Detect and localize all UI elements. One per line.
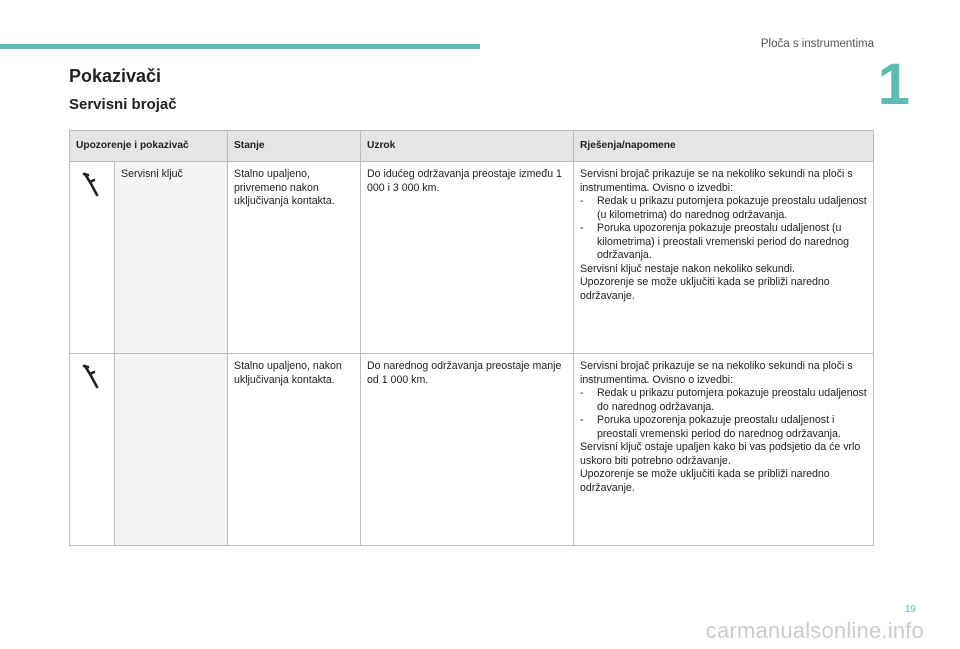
notes-outro: Upozorenje se može uključiti kada se približi naredno održavanje. xyxy=(580,276,830,302)
indicator-table xyxy=(69,130,874,546)
notes-cell xyxy=(574,162,874,354)
page-subtitle: Servisni brojač xyxy=(69,96,177,113)
notes-intro: Servisni brojač prikazuje se na nekoliko sekundi na ploči s instrumentima. Ovisno o izvedbi: xyxy=(580,360,853,386)
state-cell: Stalno upaljeno, nakon uključivanja kontakta. xyxy=(228,354,361,546)
watermark: carmanualsonline.info xyxy=(705,618,924,643)
wrench-icon xyxy=(76,172,108,198)
notes-intro: Servisni brojač prikazuje se na nekoliko sekundi na ploči s instrumentima. Ovisno o izvedbi: xyxy=(580,168,853,194)
page-title: Pokazivači xyxy=(69,66,162,86)
notes-bullet: - Poruka upozorenja pokazuje preostalu udaljenost i preostali vremenski period do narednog održavanja. xyxy=(580,414,841,440)
table-header-row xyxy=(70,131,874,162)
chapter-number: 1 xyxy=(877,52,910,117)
indicator-icon-cell xyxy=(70,162,115,354)
cause-cell: Do narednog održavanja preostaje manje od 1 000 km. xyxy=(361,354,574,546)
notes-bullet: - Redak u prikazu putomjera pokazuje preostalu udaljenost do narednog održavanja. xyxy=(580,387,867,413)
table-row xyxy=(70,162,874,354)
header-accent-bar xyxy=(0,44,480,49)
notes-outro: Upozorenje se može uključiti kada se približi naredno održavanje. xyxy=(580,468,830,494)
indicator-name xyxy=(115,354,228,546)
notes-cell xyxy=(574,354,874,546)
wrench-icon xyxy=(76,364,108,390)
notes-bullet: - Redak u prikazu putomjera pokazuje preostalu udaljenost (u kilometrima) do narednog održavanja. xyxy=(580,195,867,221)
indicator-name: Servisni ključ xyxy=(115,162,228,354)
notes-bullet: - Poruka upozorenja pokazuje preostalu udaljenost (u kilometrima) i preostali vremenski period do narednog održavanja. xyxy=(580,222,850,261)
column-header-cause: Uzrok xyxy=(361,131,574,162)
state-cell: Stalno upaljeno, privremeno nakon uključivanja kontakta. xyxy=(228,162,361,354)
notes-outro: Servisni ključ ostaje upaljen kako bi vas podsjetio da će vrlo uskoro biti potrebno održavanje. xyxy=(580,441,861,467)
column-header-state: Stanje xyxy=(228,131,361,162)
page-number: 19 xyxy=(904,604,916,615)
column-header-notes: Rješenja/napomene xyxy=(574,131,874,162)
cause-cell: Do idućeg održavanja preostaje između 1 000 i 3 000 km. xyxy=(361,162,574,354)
indicator-icon-cell xyxy=(70,354,115,546)
notes-outro: Servisni ključ nestaje nakon nekoliko sekundi. xyxy=(580,262,795,275)
section-title: Ploča s instrumentima xyxy=(760,38,874,50)
column-header-indicator: Upozorenje i pokazivač xyxy=(70,131,228,162)
table-row xyxy=(70,354,874,546)
